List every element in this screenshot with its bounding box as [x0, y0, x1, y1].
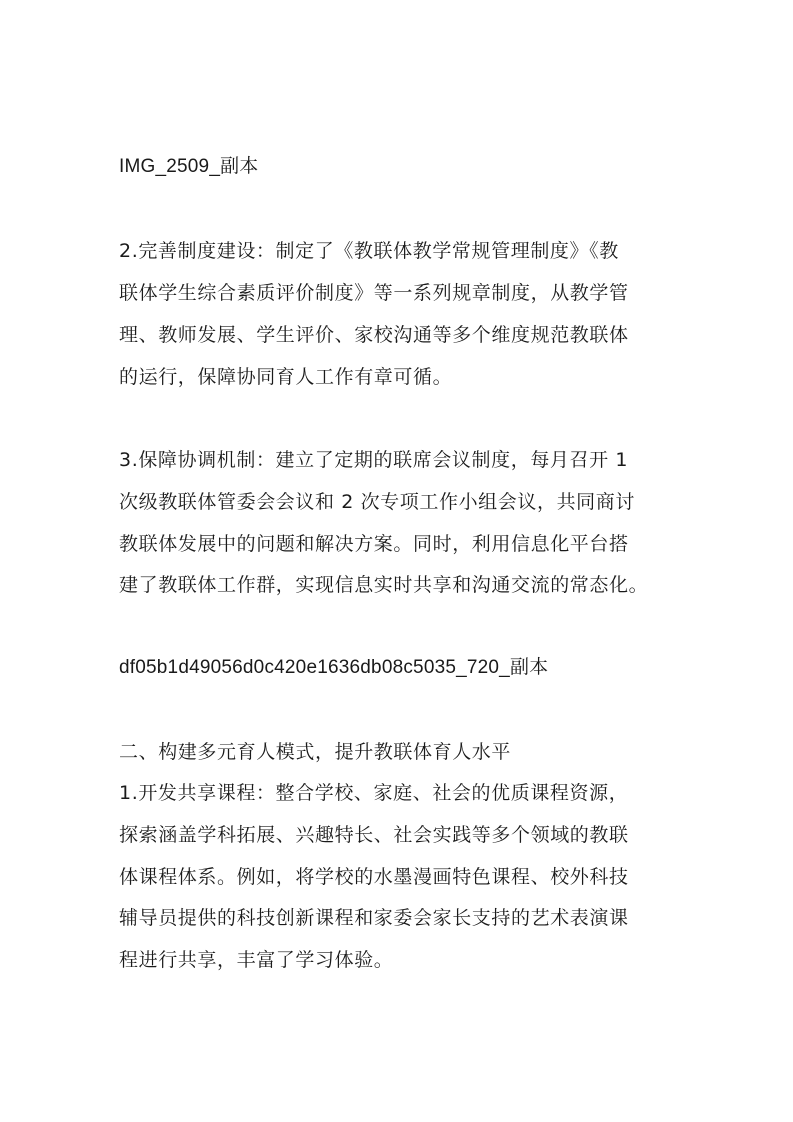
paragraph-line: 理、教师发展、学生评价、家校沟通等多个维度规范教联体: [119, 324, 629, 346]
paragraph-line: 程进行共享，丰富了学习体验。: [119, 949, 394, 971]
paragraph-line: 1.开发共享课程：整合学校、家庭、社会的优质课程资源，: [119, 782, 629, 804]
paragraph-line: 探索涵盖学科拓展、兴趣特长、社会实践等多个领域的教联: [119, 824, 629, 846]
paragraph-line: 3.保障协调机制：建立了定期的联席会议制度，每月召开 1: [119, 449, 629, 471]
section-heading: 二、构建多元育人模式，提升教联体育人水平: [119, 741, 512, 763]
image-caption-img-2509: IMG_2509_副本: [119, 156, 259, 177]
paragraph-line: 次级教联体管委会会议和 2 次专项工作小组会议，共同商讨: [119, 491, 635, 513]
paragraph-line: 的运行，保障协同育人工作有章可循。: [119, 366, 453, 388]
paragraph-line: 教联体发展中的问题和解决方案。同时，利用信息化平台搭: [119, 533, 629, 555]
paragraph-line: 辅导员提供的科技创新课程和家委会家长支持的艺术表演课: [119, 907, 629, 929]
paragraph-line: 2.完善制度建设：制定了《教联体教学常规管理制度》《教: [119, 240, 619, 262]
image-caption-hash: df05b1d49056d0c420e1636db08c5035_720_副本: [119, 657, 549, 678]
paragraph-line: 联体学生综合素质评价制度》等一系列规章制度，从教学管: [119, 282, 629, 304]
paragraph-line: 体课程体系。例如，将学校的水墨漫画特色课程、校外科技: [119, 866, 629, 888]
paragraph-line: 建了教联体工作群，实现信息实时共享和沟通交流的常态化。: [119, 574, 649, 596]
